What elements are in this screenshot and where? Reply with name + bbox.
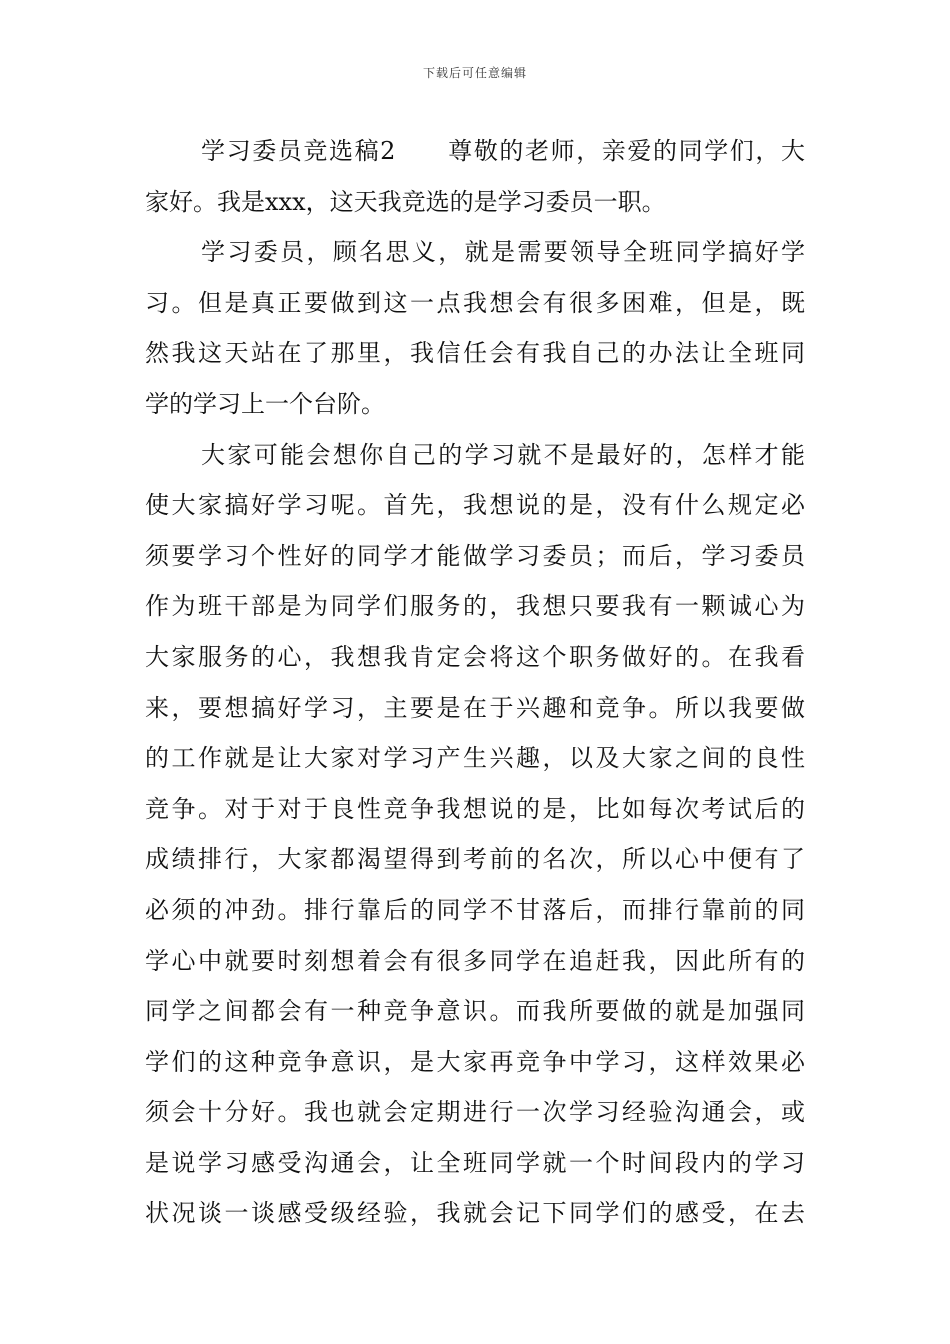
- text-line: 家好。我是xxx，这天我竞选的是学习委员一职。: [145, 187, 666, 216]
- text-line: 学心中就要时刻想着会有很多同学在追赶我，因此所有的: [145, 946, 805, 975]
- text-line: 状况谈一谈感受级经验，我就会记下同学们的感受，在去: [145, 1199, 805, 1228]
- text-line: 大家可能会想你自己的学习就不是最好的，怎样才能: [201, 440, 805, 469]
- text-line: 成绩排行，大家都渴望得到考前的名次，所以心中便有了: [145, 845, 805, 874]
- text-line: 的工作就是让大家对学习产生兴趣，以及大家之间的良性: [145, 744, 805, 773]
- text-line: 学习委员竞选稿2 尊敬的老师，亲爱的同学们，大: [201, 137, 805, 165]
- text-line: 是说学习感受沟通会，让全班同学就一个时间段内的学习: [145, 1148, 805, 1177]
- text-line: 学的学习上一个台阶。: [145, 389, 385, 418]
- text-line: 必须的冲劲。排行靠后的同学不甘落后，而排行靠前的同: [145, 895, 805, 924]
- text-line: 习。但是真正要做到这一点我想会有很多困难，但是，既: [145, 288, 805, 317]
- text-line: 学习委员，顾名思义，就是需要领导全班同学搞好学: [201, 238, 805, 267]
- header-note: 下载后可任意编辑: [422, 66, 527, 80]
- text-line: 大家服务的心，我想我肯定会将这个职务做好的。在我看: [145, 642, 805, 671]
- text-line: 作为班干部是为同学们服务的，我想只要我有一颗诚心为: [145, 592, 805, 621]
- document-body: [145, 126, 805, 1239]
- text-line: 来，要想搞好学习，主要是在于兴趣和竞争。所以我要做: [145, 693, 805, 722]
- text-line: 须会十分好。我也就会定期进行一次学习经验沟通会，或: [145, 1098, 805, 1127]
- text-line: 同学之间都会有一种竞争意识。而我所要做的就是加强同: [145, 997, 805, 1026]
- text-line: 使大家搞好学习呢。首先，我想说的是，没有什么规定必: [145, 491, 805, 520]
- text-line: 须要学习个性好的同学才能做学习委员；而后，学习委员: [145, 541, 805, 570]
- text-line: 竞争。对于对于良性竞争我想说的是，比如每次考试后的: [145, 794, 805, 823]
- text-line: 然我这天站在了那里，我信任会有我自己的办法让全班同: [145, 339, 805, 368]
- text-line: 学们的这种竞争意识，是大家再竞争中学习，这样效果必: [145, 1047, 805, 1076]
